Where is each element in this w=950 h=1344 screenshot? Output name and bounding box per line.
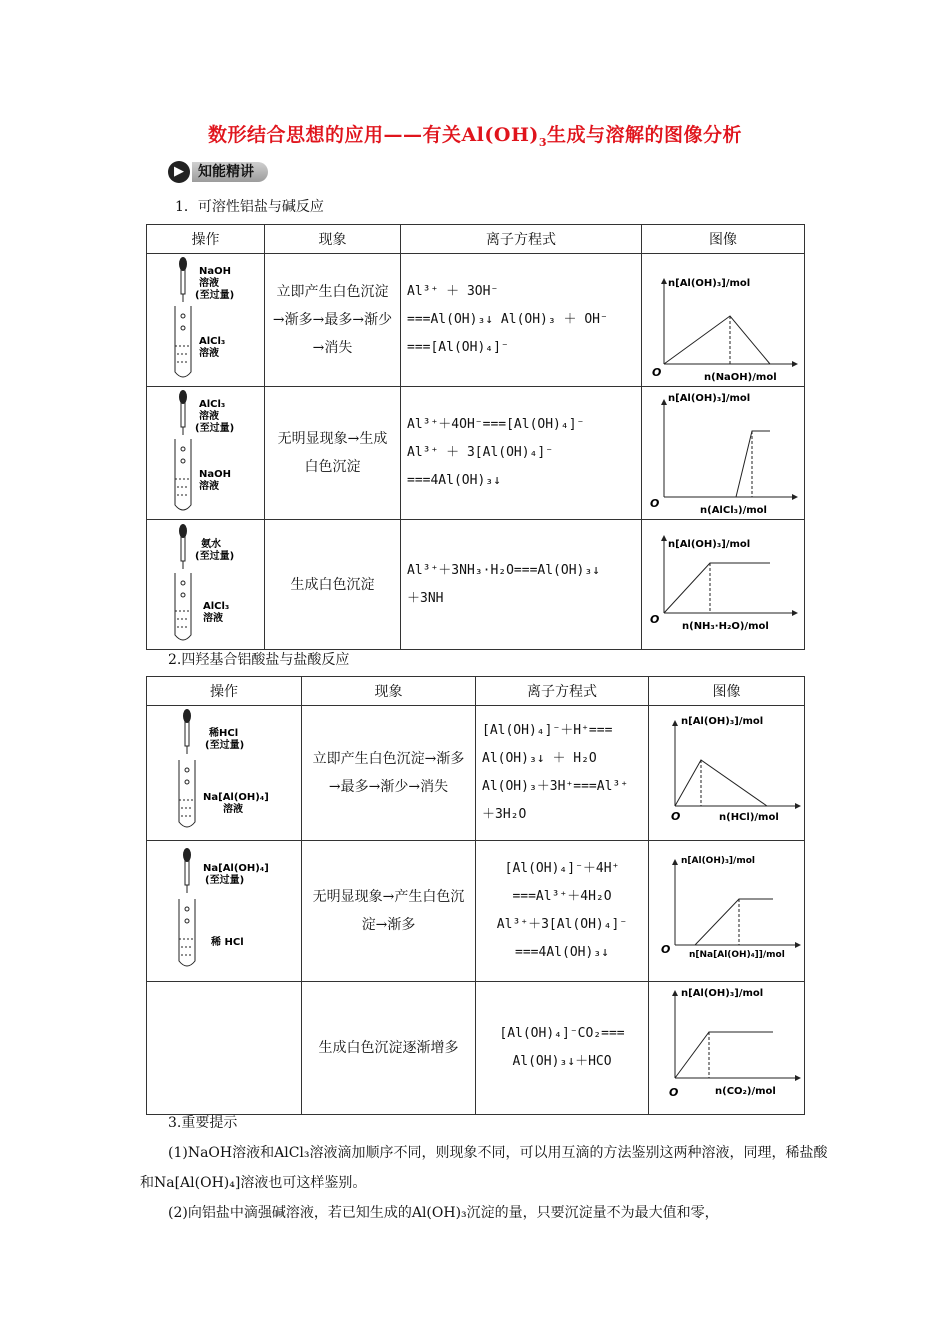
svg-text:稀HCl: 稀HCl xyxy=(209,728,239,739)
operation-cell-empty xyxy=(147,982,302,1115)
operation-cell xyxy=(147,254,265,387)
phenomenon-cell: 生成白色沉淀逐渐增多 xyxy=(302,982,476,1115)
svg-text:O: O xyxy=(669,1086,679,1099)
equation-cell: Al³⁺＋4OH⁻===[Al(OH)₄]⁻ Al³⁺ ＋ 3[Al(OH)₄]⁻ ===4Al(OH)₃↓ xyxy=(401,387,642,520)
section3-heading: 3.重要提示 xyxy=(168,1115,238,1131)
svg-text:n[Al(OH)₃]/mol: n[Al(OH)₃]/mol xyxy=(668,278,751,289)
phenomenon-cell: 立即产生白色沉淀→渐多→最多→渐少→消失 xyxy=(302,706,476,841)
svg-text:n(AlCl₃)/mol: n(AlCl₃)/mol xyxy=(700,505,767,515)
svg-text:稀 HCl: 稀 HCl xyxy=(211,937,244,948)
graph-cell xyxy=(642,387,805,520)
graph-ammonia xyxy=(642,521,802,645)
svg-text:溶液: 溶液 xyxy=(203,612,223,624)
equation-cell: Al³⁺＋3NH₃·H₂O===Al(OH)₃↓ ＋3NH xyxy=(401,520,642,650)
col-header-equation: 离子方程式 xyxy=(476,677,649,706)
svg-text:O: O xyxy=(671,810,681,823)
operation-cell xyxy=(147,387,265,520)
svg-text:n(NaOH)/mol: n(NaOH)/mol xyxy=(704,372,777,382)
graph-aluminate xyxy=(649,841,803,977)
svg-text:O: O xyxy=(652,366,662,379)
svg-text:n[Na[Al(OH)₄]]/mol: n[Na[Al(OH)₄]]/mol xyxy=(689,950,785,960)
svg-text:溶液: 溶液 xyxy=(223,804,243,815)
page-title: 数形结合思想的应用——有关$Al(OH)_3$生成与溶解的图像分析 xyxy=(207,124,743,149)
svg-text:Na[Al(OH)₄]: Na[Al(OH)₄] xyxy=(203,792,269,803)
arrow-right-icon: ▶ xyxy=(168,161,190,183)
svg-text:n(NH₃·H₂O)/mol: n(NH₃·H₂O)/mol xyxy=(682,620,769,632)
equation-cell: [Al(OH)₄]⁻＋H⁺=== Al(OH)₃↓ ＋ H₂O Al(OH)₃＋3H⁺===Al³⁺ ＋3H₂O xyxy=(476,706,649,841)
table-row xyxy=(147,387,805,520)
col-header-operation: 操作 xyxy=(147,677,302,706)
badge-label: 知能精讲 xyxy=(192,162,268,182)
graph-co2 xyxy=(649,982,803,1110)
svg-text:n(HCl)/mol: n(HCl)/mol xyxy=(719,812,779,823)
col-header-phenomenon: 现象 xyxy=(265,225,401,254)
graph-cell xyxy=(642,254,805,387)
col-header-graph: 图像 xyxy=(642,225,805,254)
table-row xyxy=(147,254,805,387)
section1-heading: 1．可溶性铝盐与碱反应 xyxy=(175,199,324,215)
svg-text:n[Al(OH)₃]/mol: n[Al(OH)₃]/mol xyxy=(681,856,755,866)
table-row xyxy=(147,982,805,1115)
svg-text:AlCl₃: AlCl₃ xyxy=(203,600,230,612)
svg-text:n[Al(OH)₃]/mol: n[Al(OH)₃]/mol xyxy=(668,393,751,404)
phenomenon-cell: 立即产生白色沉淀→渐多→最多→渐少→消失 xyxy=(265,254,401,387)
operation-cell xyxy=(147,520,265,650)
equation-cell: Al³⁺ ＋ 3OH⁻ ===Al(OH)₃↓ Al(OH)₃ ＋ OH⁻ ===[Al(OH)₄]⁻ xyxy=(401,254,642,387)
svg-text:溶液: 溶液 xyxy=(199,348,219,359)
dropper-test-tube-icon xyxy=(147,387,263,515)
graph-naoh xyxy=(642,254,802,382)
table-aluminate-with-hcl xyxy=(146,676,805,1115)
svg-text:(至过量): (至过量) xyxy=(205,875,245,886)
table-row xyxy=(147,520,805,650)
svg-text:溶液: 溶液 xyxy=(199,411,219,422)
col-header-equation: 离子方程式 xyxy=(401,225,642,254)
svg-text:Na[Al(OH)₄]: Na[Al(OH)₄] xyxy=(203,863,269,874)
svg-text:溶液: 溶液 xyxy=(199,481,219,492)
table-aluminum-salt-with-base xyxy=(146,224,805,650)
equation-cell: [Al(OH)₄]⁻＋4H⁺ ===Al³⁺＋4H₂O Al³⁺＋3[Al(OH)₄]⁻ ===4Al(OH)₃↓ xyxy=(476,841,649,982)
svg-text:(至过量): (至过量) xyxy=(195,290,235,301)
svg-text:n[Al(OH)₃]/mol: n[Al(OH)₃]/mol xyxy=(681,716,764,727)
col-header-graph: 图像 xyxy=(649,677,805,706)
phenomenon-cell: 无明显现象→产生白色沉淀→渐多 xyxy=(302,841,476,982)
graph-cell xyxy=(649,706,805,841)
svg-text:(至过量): (至过量) xyxy=(195,423,235,434)
svg-text:NaOH: NaOH xyxy=(199,266,231,277)
phenomenon-cell: 无明显现象→生成白色沉淀 xyxy=(265,387,401,520)
svg-text:(至过量): (至过量) xyxy=(195,550,235,562)
operation-cell xyxy=(147,706,302,841)
svg-text:O: O xyxy=(650,612,660,626)
phenomenon-cell: 生成白色沉淀 xyxy=(265,520,401,650)
svg-text:AlCl₃: AlCl₃ xyxy=(199,336,226,347)
dropper-test-tube-icon xyxy=(147,254,263,382)
dropper-test-tube-icon xyxy=(147,841,299,977)
section-badge xyxy=(168,160,288,184)
operation-cell xyxy=(147,841,302,982)
table-row xyxy=(147,706,805,841)
dropper-test-tube-icon xyxy=(147,521,263,645)
svg-text:氨水: 氨水 xyxy=(201,538,221,550)
svg-text:n(CO₂)/mol: n(CO₂)/mol xyxy=(715,1086,776,1097)
table-row xyxy=(147,841,805,982)
graph-cell xyxy=(649,841,805,982)
graph-hcl xyxy=(649,706,803,836)
dropper-test-tube-icon xyxy=(147,706,299,836)
note-paragraph-2: (2)向铝盐中滴强碱溶液，若已知生成的Al(OH)₃沉淀的量，只要沉淀量不为最大值和零， xyxy=(168,1205,719,1221)
svg-text:n[Al(OH)₃]/mol: n[Al(OH)₃]/mol xyxy=(668,538,751,550)
col-header-phenomenon: 现象 xyxy=(302,677,476,706)
note-paragraph-1: (1)NaOH溶液和AlCl₃溶液滴加顺序不同，则现象不同，可以用互滴的方法鉴别这两种溶液，同理，稀盐酸和Na[Al(OH)₄]溶液也可这样鉴别。 xyxy=(140,1145,828,1191)
equation-cell: [Al(OH)₄]⁻CO₂=== Al(OH)₃↓＋HCO xyxy=(476,982,649,1115)
graph-cell xyxy=(642,520,805,650)
svg-text:(至过量): (至过量) xyxy=(205,740,245,751)
col-header-operation: 操作 xyxy=(147,225,265,254)
section2-heading: 2.四羟基合铝酸盐与盐酸反应 xyxy=(168,652,350,668)
svg-text:n[Al(OH)₃]/mol: n[Al(OH)₃]/mol xyxy=(681,988,764,999)
svg-text:NaOH: NaOH xyxy=(199,469,231,480)
graph-alcl3 xyxy=(642,387,802,515)
svg-text:O: O xyxy=(650,497,660,510)
svg-text:O: O xyxy=(661,943,671,956)
svg-text:AlCl₃: AlCl₃ xyxy=(199,399,226,410)
svg-text:溶液: 溶液 xyxy=(199,278,219,289)
graph-cell xyxy=(649,982,805,1115)
